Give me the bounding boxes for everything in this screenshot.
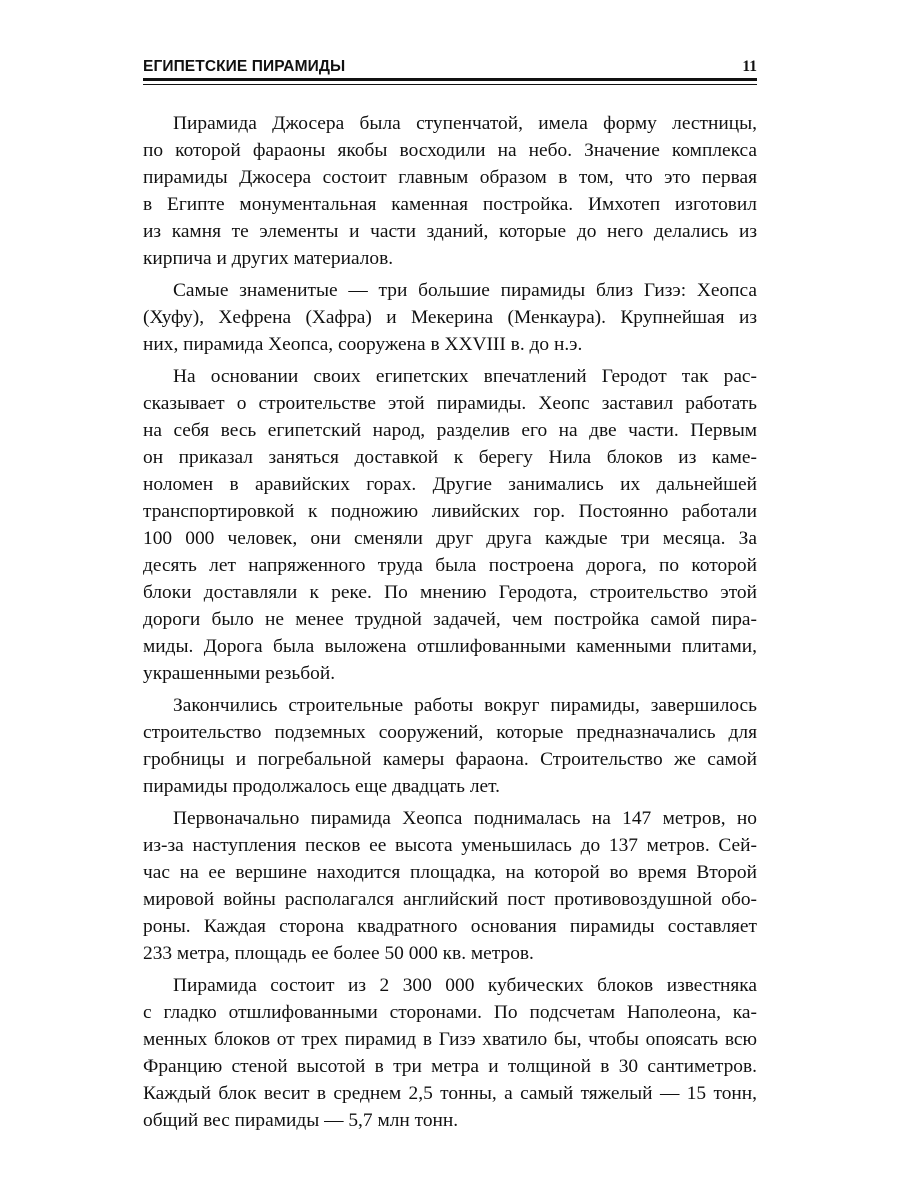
text-line: десять лет напряженного труда была построена дорога, по которой xyxy=(143,555,757,576)
text-line: (Хуфу), Хефрена (Хафра) и Мекерина (Менкаура). Крупнейшая из xyxy=(143,307,757,328)
text-line: дороги было не менее трудной задачей, чем постройка самой пира- xyxy=(143,609,757,630)
paragraph-herodotus xyxy=(143,363,757,687)
text-line: в Египте монументальная каменная постройка. Имхотеп изготовил xyxy=(143,194,757,215)
text-line: час на ее вершине находится площадка, на которой во время Второй xyxy=(143,862,757,883)
text-line: 100 000 человек, они сменяли друг друга каждые три месяца. За xyxy=(143,528,757,549)
page-number: 11 xyxy=(742,58,757,75)
text-line: Пирамида состоит из 2 300 000 кубических блоков известняка xyxy=(173,975,757,996)
text-line: блоки доставляли к реке. По мнению Геродота, строительство этой xyxy=(143,582,757,603)
text-line: них, пирамида Хеопса, сооружена в XXVIII в. до н.э. xyxy=(143,334,583,355)
header-rule-thick xyxy=(143,78,757,81)
text-line: строительство подземных сооружений, которые предназначались для xyxy=(143,722,757,743)
text-line: сказывает о строительстве этой пирамиды. Хеопс заставил работать xyxy=(143,393,757,414)
text-line: по которой фараоны якобы восходили на небо. Значение комплекса xyxy=(143,140,757,161)
paragraph-blocks xyxy=(143,972,757,1134)
text-line: Первоначально пирамида Хеопса поднималась на 147 метров, но xyxy=(173,808,757,829)
text-line: ноломен в аравийских горах. Другие занимались их дальнейшей xyxy=(143,474,757,495)
text-line: из камня те элементы и части зданий, которые до него делались из xyxy=(143,221,757,242)
text-line: Самые знаменитые — три большие пирамиды близ Гизэ: Хеопса xyxy=(173,280,757,301)
text-line: Закончились строительные работы вокруг пирамиды, завершилось xyxy=(173,695,757,716)
text-line: с гладко отшлифованными сторонами. По подсчетам Наполеона, ка- xyxy=(143,1002,757,1023)
text-line: Каждый блок весит в среднем 2,5 тонны, а самый тяжелый — 15 тонн, xyxy=(143,1083,757,1104)
paragraph-djoser xyxy=(143,110,757,272)
text-line: На основании своих египетских впечатлений Геродот так рас- xyxy=(173,366,757,387)
text-line: Пирамида Джосера была ступенчатой, имела форму лестницы, xyxy=(173,113,757,134)
text-line: гробницы и погребальной камеры фараона. Строительство же самой xyxy=(143,749,757,770)
text-line: кирпича и других материалов. xyxy=(143,248,394,269)
text-line: пирамиды продолжалось еще двадцать лет. xyxy=(143,776,500,797)
text-line: он приказал заняться доставкой к берегу Нила блоков из каме- xyxy=(143,447,757,468)
text-line: менных блоков от трех пирамид в Гизэ хватило бы, чтобы опоясать всю xyxy=(143,1029,757,1050)
text-line: пирамиды Джосера состоит главным образом в том, что это первая xyxy=(143,167,757,188)
text-line: из-за наступления песков ее высота уменьшилась до 137 метров. Сей- xyxy=(143,835,757,856)
text-line: транспортировкой к подножию ливийских гор. Постоянно работали xyxy=(143,501,757,522)
body-text xyxy=(143,110,757,1134)
text-line: миды. Дорога была выложена отшлифованными каменными плитами, xyxy=(143,636,757,657)
text-line: на себя весь египетский народ, разделив его на две части. Первым xyxy=(143,420,757,441)
paragraph-giza-pyramids xyxy=(143,277,757,358)
running-title: ЕГИПЕТСКИЕ ПИРАМИДЫ xyxy=(143,58,346,75)
text-line: общий вес пирамиды — 5,7 млн тонн. xyxy=(143,1110,459,1131)
header-rule-thin xyxy=(143,84,757,85)
text-line: украшенными резьбой. xyxy=(143,663,336,684)
paragraph-height xyxy=(143,805,757,967)
text-line: мировой войны располагался английский пост противовоздушной обо- xyxy=(143,889,757,910)
text-line: Францию стеной высотой в три метра и толщиной в 30 сантиметров. xyxy=(143,1056,757,1077)
paragraph-construction-end xyxy=(143,692,757,800)
text-line: роны. Каждая сторона квадратного основания пирамиды составляет xyxy=(143,916,757,937)
text-line: 233 метра, площадь ее более 50 000 кв. метров. xyxy=(143,943,534,964)
